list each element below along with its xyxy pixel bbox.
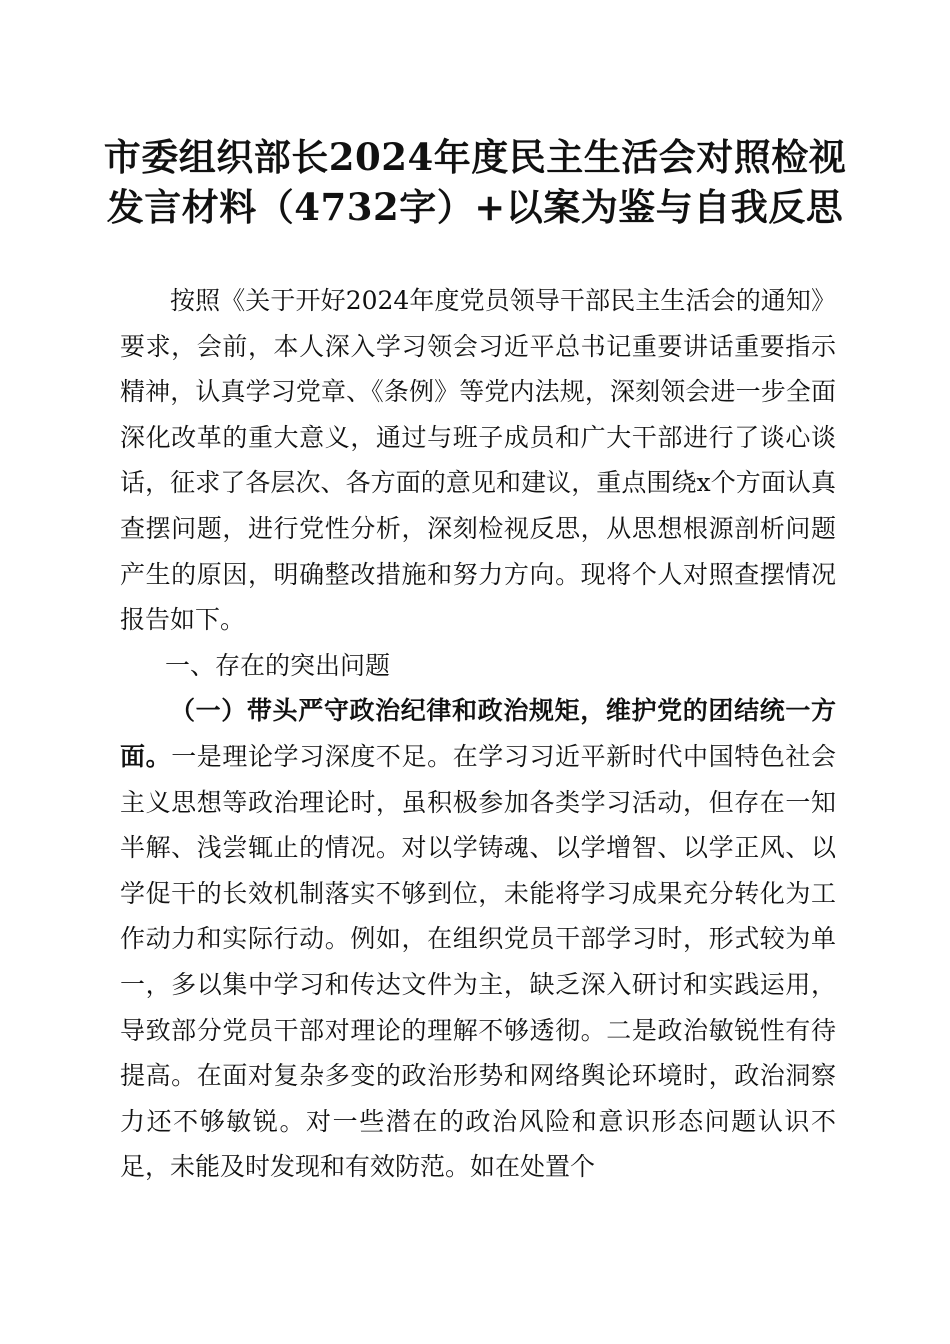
subsection-heading: （一）带头严守政治纪律和政治规矩，维护党的团结统一方面。 xyxy=(120,696,836,771)
document-title xyxy=(60,132,890,232)
subsection-body: 一是理论学习深度不足。在学习习近平新时代中国特色社会主义思想等政治理论时，虽积极参加各类学习活动，但存在一知半解、浅尝辄止的情况。对以学铸魂、以学增智、以学正风、以学促干的长效机制落实不够到位，未能将学习成果充分转化为工作动力和实际行动。例如，在组织党员干部学习时，形式较为单一，多以集中学习和传达文件为主，缺乏深入研讨和实践运用，导致部分党员干部对理论的理解不够透彻。二是政治敏锐性有待提高。在面对复杂多变的政治形势和网络舆论环境时，政治洞察力还不够敏锐。对一些潜在的政治风险和意识形态问题认识不足，未能及时发现和有效防范。如在处置个 xyxy=(120,741,836,1182)
title-line-2: 发言材料（4732字）+以案为鉴与自我反思 xyxy=(106,185,844,229)
section-heading: 一、存在的突出问题 xyxy=(165,650,391,680)
subsection-paragraph xyxy=(120,688,836,1190)
title-line-1: 市委组织部长2024年度民主生活会对照检视 xyxy=(103,135,847,179)
intro-paragraph: 按照《关于开好2024年度党员领导干部民主生活会的通知》要求，会前，本人深入学习领会习近平总书记重要讲话重要指示精神，认真学习党章、《条例》等党内法规，深刻领会进一步全面深化改革的重大意义，通过与班子成员和广大干部进行了谈心谈话，征求了各层次、各方面的意见和建议，重点围绕x个方面认真查摆问题，进行党性分析，深刻检视反思，从思想根源剖析问题产生的原因，明确整改措施和努力方向。现将个人对照查摆情况报告如下。 xyxy=(120,286,836,635)
document-body xyxy=(120,278,836,1190)
